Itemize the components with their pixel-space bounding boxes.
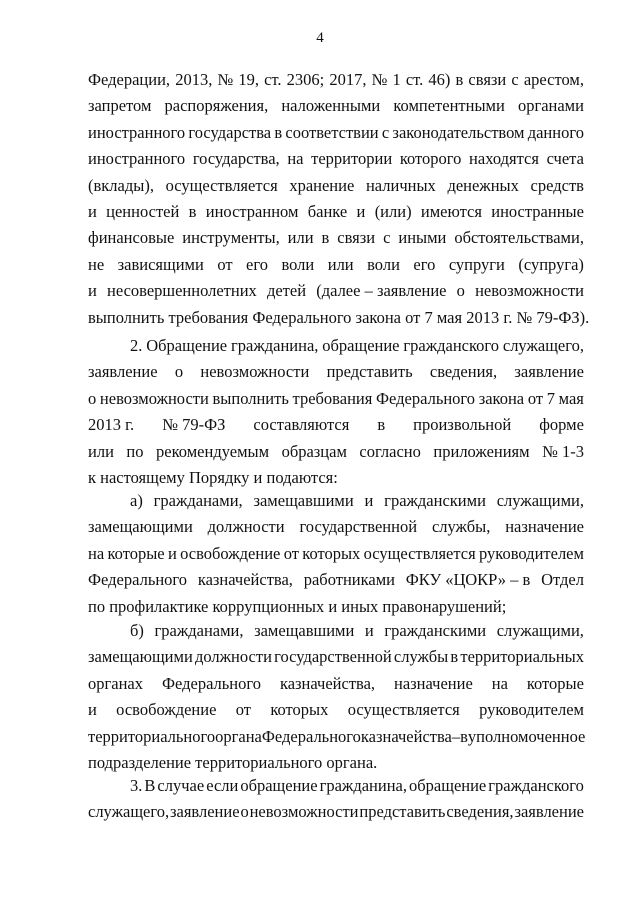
word: 46): [428, 70, 451, 89]
word: сведения,: [429, 362, 498, 382]
word: от: [283, 543, 299, 563]
word: воли: [281, 254, 315, 274]
word: (или): [374, 201, 412, 221]
word: гражданского: [488, 776, 584, 795]
text-line: [88, 146, 584, 172]
word: зависящими: [117, 254, 204, 274]
word: связи: [468, 70, 507, 89]
text-line: [88, 773, 584, 799]
word: и: [88, 700, 97, 720]
word: случае: [157, 776, 205, 795]
word: его: [246, 254, 268, 274]
text-line-last: [88, 305, 590, 331]
word: иностранного: [88, 149, 186, 169]
word: с: [381, 122, 390, 142]
text-line: [88, 618, 584, 644]
word: и: [364, 491, 374, 510]
word: обращение: [322, 336, 400, 355]
word: о: [88, 388, 97, 408]
word: Федерального: [88, 570, 188, 590]
word: его: [413, 254, 436, 274]
text-line: [88, 724, 584, 750]
text-line: [88, 386, 584, 412]
word: заявление: [514, 802, 584, 822]
word: служащего,: [88, 802, 170, 822]
word: казначейства: [360, 726, 452, 746]
word: невозможности: [249, 802, 359, 822]
text-line: [88, 359, 584, 385]
word: обращение: [409, 776, 487, 795]
word: Федерального: [161, 673, 261, 693]
word: счета: [546, 149, 584, 169]
word: № 1-3: [542, 441, 584, 461]
word: №: [217, 70, 234, 89]
word: в: [460, 726, 468, 746]
word: о: [240, 802, 249, 822]
word: государства,: [192, 149, 280, 169]
word: Федерации,: [88, 70, 171, 89]
word: которых: [302, 543, 361, 563]
word: 2013,: [175, 70, 213, 89]
word: государственной: [274, 647, 392, 667]
word: хранение: [289, 175, 355, 195]
text-line: [88, 488, 584, 514]
word: иностранные: [491, 201, 584, 221]
word: иностранном: [205, 201, 299, 221]
word: территориальных: [460, 647, 584, 667]
word: по профилактике коррупционных и иных правонарушений;: [88, 596, 507, 616]
word: или: [287, 228, 314, 248]
word: имеются: [420, 201, 482, 221]
word: которого: [399, 149, 462, 169]
text-line: [88, 567, 584, 593]
word: государственной: [299, 517, 418, 537]
word: форме: [539, 415, 584, 435]
word: (вклады),: [88, 175, 154, 195]
text-line: [88, 671, 584, 697]
word: замещавшими: [254, 621, 355, 640]
text-line: [88, 120, 584, 146]
word: выполнить: [212, 388, 289, 408]
paragraph-5: [88, 773, 584, 826]
paragraph-4-item-b: [88, 618, 584, 776]
word: должности: [207, 517, 285, 537]
word: 2013 г.: [88, 415, 135, 435]
word: гражданами,: [154, 621, 244, 640]
word: ценностей: [106, 201, 180, 221]
word: гражданина,: [231, 336, 319, 355]
word: в: [274, 122, 283, 142]
word: образцам: [281, 441, 347, 461]
word: о: [456, 281, 465, 301]
word: на: [287, 149, 304, 169]
word: № 79-ФЗ: [162, 415, 226, 435]
word: осуществляется: [363, 543, 476, 563]
word: инструменты,: [182, 228, 280, 248]
text-line: [88, 697, 584, 723]
word: назначение: [394, 673, 473, 693]
text-line: [88, 67, 584, 93]
word: или: [327, 254, 354, 274]
word: от: [235, 700, 251, 720]
word: и: [167, 543, 177, 563]
text-line: [88, 278, 584, 304]
word: назначение: [505, 517, 584, 537]
word: освобождение: [116, 700, 217, 720]
word: наложенными: [281, 96, 381, 116]
text-line: [88, 173, 584, 199]
word: законодательством: [392, 122, 525, 142]
text-line: [88, 514, 584, 540]
word: гражданами,: [153, 491, 243, 510]
word: согласно: [359, 441, 421, 461]
word: 1: [392, 70, 401, 89]
word: от: [217, 254, 233, 274]
word: к настоящему Порядку и подаются:: [88, 467, 338, 487]
word: требования: [292, 388, 373, 408]
word: гражданина,: [319, 776, 407, 795]
text-line: [88, 541, 584, 567]
paragraph-2: [88, 333, 584, 491]
word: которых: [270, 700, 329, 720]
word: компетентными: [393, 96, 505, 116]
word: от: [527, 388, 544, 408]
text-line: [88, 252, 584, 278]
paragraph-3-item-a: [88, 488, 584, 620]
word: освобождение: [180, 543, 281, 563]
word: органа: [215, 726, 262, 746]
word: в: [188, 201, 197, 221]
word: заявление: [88, 362, 158, 382]
word: обстоятельствами,: [454, 228, 584, 248]
text-line: [88, 412, 584, 438]
word: невозможности: [475, 281, 584, 301]
word: в: [455, 70, 464, 89]
word: Отдел: [541, 570, 584, 590]
word: гражданского: [403, 336, 500, 355]
word: средств: [530, 175, 584, 195]
word: на: [491, 673, 508, 693]
word: подразделение территориального органа.: [88, 752, 378, 772]
word: замещающими: [88, 647, 193, 667]
word: казначейства,: [197, 570, 293, 590]
word: служащими,: [496, 621, 584, 640]
word: 19,: [238, 70, 259, 89]
word: службы,: [431, 517, 491, 537]
paragraph-continuation: [88, 67, 590, 331]
word: мая: [558, 388, 584, 408]
word: территории: [311, 149, 393, 169]
word: связи: [337, 228, 376, 248]
word: детей: [266, 281, 307, 301]
word: в: [377, 415, 386, 435]
word: и: [356, 201, 366, 221]
word: с: [511, 70, 519, 89]
word: которые: [107, 543, 165, 563]
word: замещающими: [88, 517, 193, 537]
text-line: [88, 333, 584, 359]
word: находятся: [469, 149, 539, 169]
word: представить: [359, 802, 446, 822]
word: гражданскими: [384, 621, 487, 640]
word: органах: [88, 673, 143, 693]
word: на: [88, 543, 105, 563]
word: а): [130, 491, 143, 510]
word: по: [126, 441, 144, 461]
word: закона: [478, 388, 525, 408]
word: государства: [188, 122, 272, 142]
text-line: [88, 439, 584, 465]
word: несовершеннолетних: [107, 281, 257, 301]
word: составляются: [253, 415, 350, 435]
page-number: 4: [316, 30, 324, 46]
word: распоряжения,: [164, 96, 269, 116]
word: заявление: [169, 802, 240, 822]
word: замещавшими: [253, 491, 354, 510]
word: или: [88, 441, 114, 461]
word: банке: [307, 201, 348, 221]
word: б): [130, 621, 144, 640]
word: воли: [367, 254, 400, 274]
word: с: [383, 228, 391, 248]
word: служащего,: [502, 336, 584, 355]
word: должности: [194, 647, 272, 667]
word: иными: [398, 228, 447, 248]
word: (далее – заявление: [316, 281, 447, 301]
word: ст.: [264, 70, 282, 89]
word: не: [88, 254, 105, 274]
word: приложениям: [433, 441, 530, 461]
word: казначейства,: [279, 673, 376, 693]
word: руководителем: [479, 543, 584, 563]
text-line: [88, 225, 584, 251]
word: Федерального: [376, 388, 476, 408]
word: руководителем: [479, 700, 584, 720]
text-line: [88, 199, 584, 225]
text-line: [88, 644, 584, 670]
word: сведения,: [446, 802, 514, 822]
word: в: [321, 228, 330, 248]
word: произвольной: [413, 415, 512, 435]
word: (супруга): [518, 254, 584, 274]
word: №: [371, 70, 388, 89]
word: невозможности: [99, 388, 209, 408]
word: территориального: [88, 726, 216, 746]
word: запретом: [88, 96, 152, 116]
word: органами: [517, 96, 584, 116]
word: наличных: [365, 175, 436, 195]
word: осуществляется: [165, 175, 278, 195]
text-line: [88, 93, 584, 119]
word: работниками: [303, 570, 395, 590]
word: 2.: [130, 336, 143, 355]
word: осуществляется: [347, 700, 460, 720]
word: и: [88, 201, 97, 221]
text-line: [88, 799, 584, 825]
word: 2306;: [286, 70, 325, 89]
word: иностранного: [88, 122, 186, 142]
word: и: [88, 281, 97, 301]
word: 3.: [130, 776, 143, 795]
word: невозможности: [200, 362, 310, 382]
word: 7: [546, 388, 555, 408]
word: соответствии: [285, 122, 379, 142]
word: денежных: [447, 175, 519, 195]
word: данного: [527, 122, 584, 142]
word: обращение: [240, 776, 318, 795]
word: арестом,: [523, 70, 584, 89]
word: гражданскими: [384, 491, 486, 510]
word: заявление: [514, 362, 584, 382]
word: 2017,: [329, 70, 367, 89]
word: в: [450, 647, 459, 667]
word: рекомендуемым: [156, 441, 270, 461]
word: Федерального: [261, 726, 361, 746]
word: уполномоченное: [467, 726, 586, 746]
word: службы: [393, 647, 449, 667]
word: –: [451, 726, 461, 746]
word: о: [174, 362, 184, 382]
word: В: [144, 776, 156, 795]
word: финансовые: [88, 228, 175, 248]
word: ст.: [405, 70, 424, 89]
word: служащими,: [496, 491, 584, 510]
word: выполнить требования Федерального закона от 7 мая 2013 г. № 79-ФЗ).: [88, 307, 590, 327]
word: которые: [526, 673, 584, 693]
word: Обращение: [146, 336, 228, 355]
word: супруги: [448, 254, 505, 274]
word: если: [206, 776, 239, 795]
word: и: [364, 621, 374, 640]
word: представить: [326, 362, 413, 382]
word: ФКУ «ЦОКР» – в: [405, 570, 531, 590]
text-line-last: [88, 594, 584, 620]
